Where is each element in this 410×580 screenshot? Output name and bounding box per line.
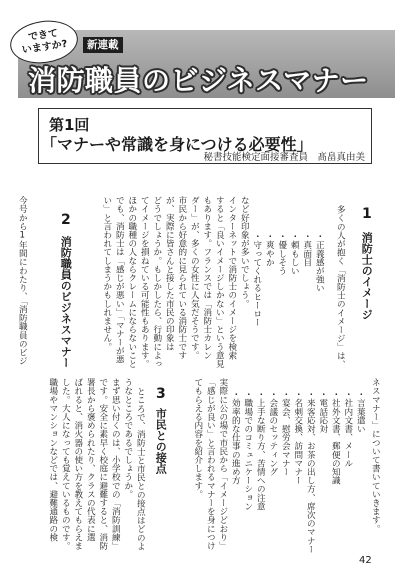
section-3-body: ところで、消防士と市民との接点はどのよ うなところであるでしょうか。 まず思い付くのは、小学校での「消防訓練」 です。安全に素早く校庭に避難すると、消防 署長から褒められたり、クラスの代表に選 ばれると、消火器の使い方を教えてもらえま した。大人になっても覚えているものです。 職場やマンションなどでは、避難通路の検 — [47, 378, 146, 550]
section-2-heading: 消防職員のビジネスマナー — [59, 236, 73, 368]
section-2-body-start: 今号から1年間にわたり、「消防職員のビジ — [17, 196, 28, 366]
section-1-intro: 多くの人が抱く「消防士のイメージ」は、 — [335, 204, 346, 368]
section-2-number: 2 — [61, 212, 71, 228]
list-item: ・名刺交換、訪問マナー — [292, 390, 303, 485]
bubble-line-2: いますか? — [21, 38, 69, 57]
section-3-heading: 市民との接点 — [154, 408, 168, 474]
list-item: ・守ってくれるヒーロー — [251, 232, 262, 327]
section-1-number: 1 — [362, 206, 372, 222]
list-item: ・来客応対、お茶の出し方、席次のマナー — [305, 390, 316, 554]
section-2-closing: 実際に公の場で市民から「イメージどおり」 「感じが良い」と言われるマナーを身につけ てもらえる内容を紹介します。 — [192, 378, 228, 550]
list-item: ・電話応対 — [317, 390, 328, 433]
list-item: ・宴会、慰労会マナー — [280, 390, 291, 476]
section-1-body: など好印象が多いでしょう。 インターネットで消防士のイメージを検索 すると「良いイメージしかない」という意見 もあります。フランスでは「消防士カレン ダー」が、多くの女性に人気だそうです。 市民から好意的に見られている消防士です が、実際に皆さんと接した市民の印象は どうでしょうか。もしかしたら、行動によっ てイメージを損ねている可能性もあります。 ほかの職種の人ならクレームにならないこと でも、消防士は「感じが悪い」「マナーが悪 い」と言われてしまうかもしれません。 — [101, 196, 250, 368]
bubble-line-1: できて — [27, 28, 59, 44]
section-3-number: 3 — [156, 386, 166, 402]
author-byline: 秘書技能検定面接審査員 髙畠真由美 — [203, 152, 365, 163]
episode-number: 第1回 — [49, 116, 90, 134]
series-title: 消防職員のビジネスマナー — [28, 64, 369, 97]
episode-box — [38, 108, 372, 164]
section-2-body-continued: ネスマナー」について書いていきます。 — [370, 378, 381, 533]
episode-subtitle: 「マナーや常識を身につける必要性」 — [41, 135, 313, 154]
list-item: ・正義感が強い — [314, 232, 325, 293]
list-item: ・会議のセッティング — [267, 390, 278, 476]
section-1-list — [250, 232, 325, 327]
list-item: ・頼もしい — [289, 232, 300, 275]
section-2-list — [229, 390, 367, 553]
list-item: ・社外文書、郵便の知識 — [330, 390, 341, 485]
section-1-heading: 消防士のイメージ — [360, 232, 374, 320]
new-series-badge: 新連載 — [83, 37, 123, 53]
list-item: ・上手な断り方、苦情への注意 — [255, 390, 266, 511]
list-item: ・優しそう — [276, 232, 287, 275]
list-item: ・効率的な仕事の進め方 — [230, 390, 241, 485]
list-item: ・職場でのコミュニケーション — [242, 390, 253, 511]
list-item: ・言葉遣い — [355, 390, 366, 433]
list-item: ・社内文書、メール — [342, 390, 353, 468]
list-item: ・爽やか — [264, 232, 275, 267]
page-number: 42 — [359, 555, 372, 566]
list-item: ・真面目 — [301, 232, 312, 267]
